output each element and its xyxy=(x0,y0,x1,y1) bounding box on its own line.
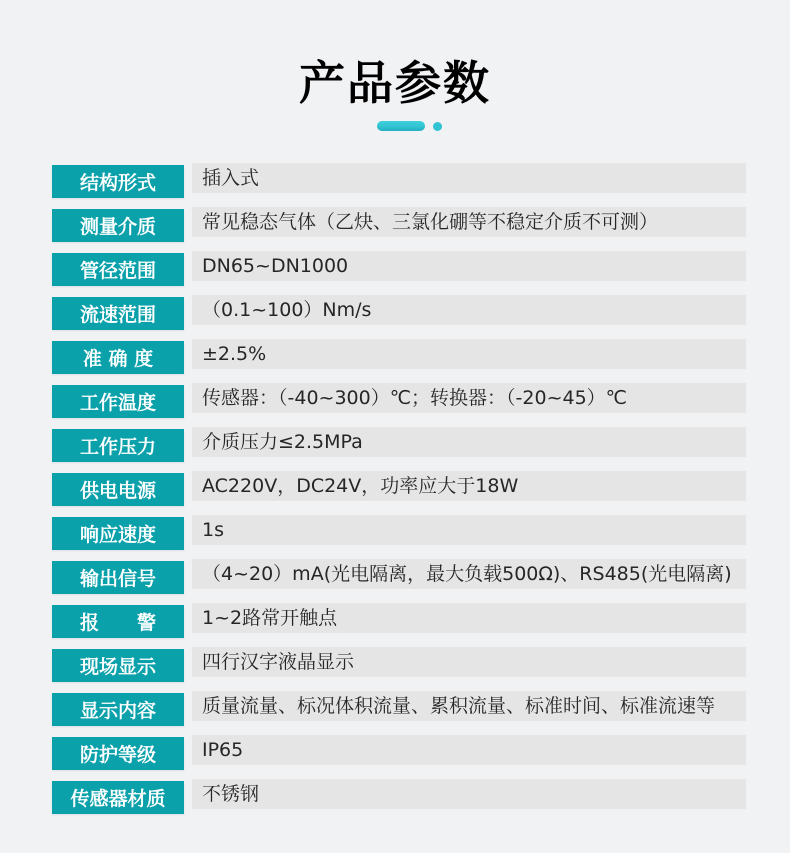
row-value: 四行汉字液晶显示 xyxy=(192,647,746,677)
row-label: 流速范围 xyxy=(52,297,184,330)
table-row xyxy=(52,735,746,765)
row-value: 传感器：（-40~300）℃；转换器：（-20~45）℃ xyxy=(192,383,746,413)
row-label: 输出信号 xyxy=(52,561,184,594)
row-value: 插入式 xyxy=(192,163,746,193)
spec-table xyxy=(52,163,746,823)
table-row xyxy=(52,163,746,193)
table-row xyxy=(52,251,746,281)
table-row xyxy=(52,427,746,457)
row-label: 现场显示 xyxy=(52,649,184,682)
table-row xyxy=(52,383,746,413)
table-row xyxy=(52,691,746,721)
table-row xyxy=(52,471,746,501)
table-row xyxy=(52,603,746,633)
row-value: DN65~DN1000 xyxy=(192,251,746,281)
table-row xyxy=(52,207,746,237)
row-label: 工作压力 xyxy=(52,429,184,462)
underline-pill xyxy=(377,121,425,131)
row-label: 响应速度 xyxy=(52,517,184,550)
row-value: 介质压力≤2.5MPa xyxy=(192,427,746,457)
underline-dot-icon xyxy=(433,122,442,131)
title-underline-decoration xyxy=(14,121,790,131)
row-value: 不锈钢 xyxy=(192,779,746,809)
row-label: 工作温度 xyxy=(52,385,184,418)
table-row xyxy=(52,515,746,545)
row-label: 防护等级 xyxy=(52,737,184,770)
row-label: 报 警 xyxy=(52,605,184,638)
row-value: AC220V，DC24V，功率应大于18W xyxy=(192,471,746,501)
row-value: 质量流量、标况体积流量、累积流量、标准时间、标准流速等 xyxy=(192,691,746,721)
page-title: 产品参数 xyxy=(299,56,491,110)
row-value: 1~2路常开触点 xyxy=(192,603,746,633)
table-row xyxy=(52,647,746,677)
row-label: 传感器材质 xyxy=(52,781,184,814)
row-label: 显示内容 xyxy=(52,693,184,726)
row-value: 常见稳态气体（乙炔、三氯化硼等不稳定介质不可测） xyxy=(192,207,746,237)
table-row xyxy=(52,339,746,369)
row-value: ±2.5% xyxy=(192,339,746,369)
row-value: 1s xyxy=(192,515,746,545)
row-value: （4~20）mA(光电隔离，最大负载500Ω)、RS485(光电隔离) xyxy=(192,559,746,589)
row-label: 供电电源 xyxy=(52,473,184,506)
row-label: 准 确 度 xyxy=(52,341,184,374)
row-value: （0.1~100）Nm/s xyxy=(192,295,746,325)
row-value: IP65 xyxy=(192,735,746,765)
page-header xyxy=(0,0,790,131)
row-label: 管径范围 xyxy=(52,253,184,286)
table-row xyxy=(52,559,746,589)
row-label: 结构形式 xyxy=(52,165,184,198)
row-label: 测量介质 xyxy=(52,209,184,242)
table-row xyxy=(52,779,746,809)
table-row xyxy=(52,295,746,325)
